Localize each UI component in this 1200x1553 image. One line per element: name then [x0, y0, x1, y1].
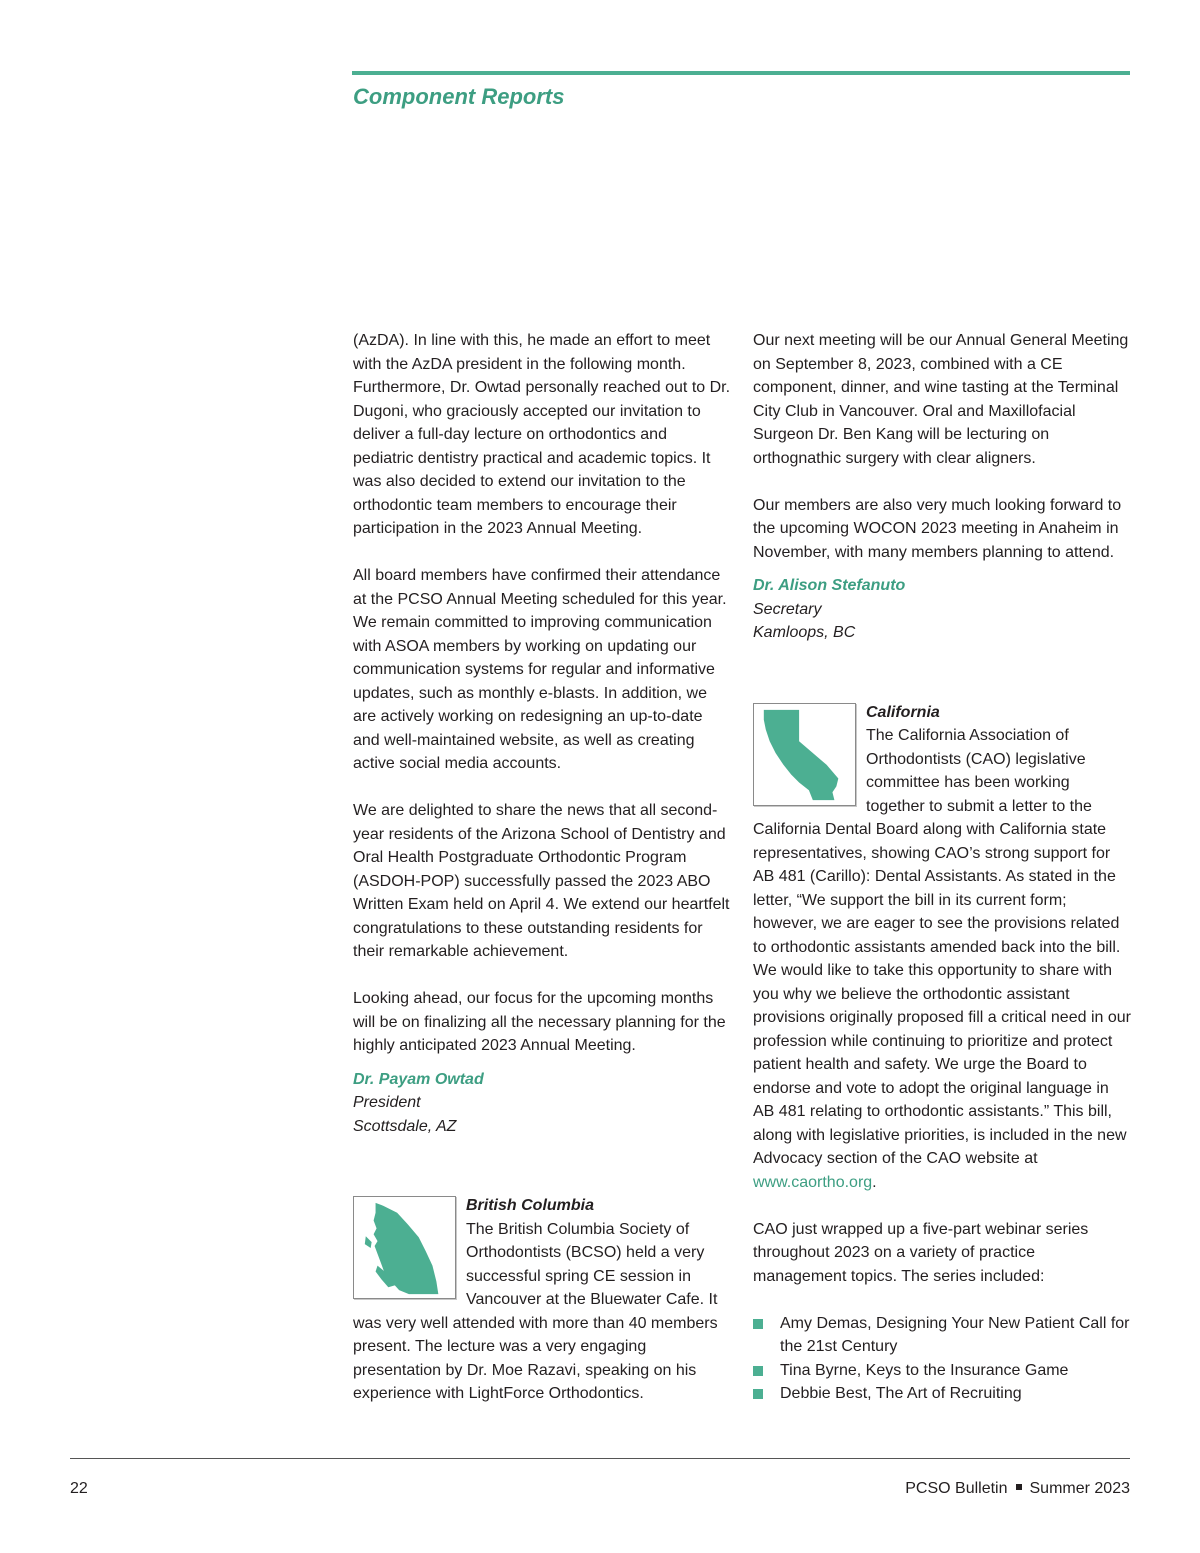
- cao-website-link[interactable]: www.caortho.org: [753, 1173, 873, 1191]
- page-number: 22: [70, 1480, 88, 1497]
- paragraph: We are delighted to share the news that all second-year residents of the Arizona School of Dentistry and Oral Health Postgraduate Orthodontic Program (ASDOH-POP) successfully passed the 2023 ABO Written Exam held on April 4. We extend our heartfelt congratulations to these outstanding residents for their remarkable achievement.: [353, 802, 730, 960]
- section-title: Component Reports: [353, 84, 565, 109]
- signature-name: Dr. Alison Stefanuto: [753, 577, 906, 594]
- british-columbia-map-icon: [353, 1196, 456, 1299]
- california-title: California: [866, 703, 940, 721]
- paragraph: (AzDA). In line with this, he made an effort to meet with the AzDA president in the following month. Furthermore, Dr. Owtad personally reached out to Dr. Dugoni, who graciously accepted our invitation to deliver a full-day lecture on orthodontics and pediatric dentistry practical and academic topics. It was also decided to extend our invitation to the orthodontic team members to encourage their participation in the 2023 Annual Meeting.: [353, 332, 731, 537]
- british-columbia-report: [353, 1194, 731, 1406]
- signature-block: [353, 1068, 731, 1139]
- header-rule: [352, 71, 1130, 75]
- paragraph: All board members have confirmed their attendance at the PCSO Annual Meeting scheduled for this year. We remain committed to improving communication with ASOA members by working on updating our communication systems for regular and informative updates, such as monthly e-blasts. In addition, we are actively working on redesigning an up-to-date and well-maintained website, as well as creating active social media accounts.: [353, 567, 727, 772]
- british-columbia-body: The British Columbia Society of Orthodontists (BCSO) held a very successful spring CE session in Vancouver at the Bluewater Cafe. It was very well attended with more than 40 members present. The lecture was a very engaging presentation by Dr. Moe Razavi, speaking on his experience with LightForce Orthodontics.: [353, 1220, 718, 1402]
- california-body-text: The California Association of Orthodontists (CAO) legislative committee has been working together to submit a letter to the California Dental Board along with California state representatives, showing CAO’s strong support for AB 481 (Carillo): Dental Assistants. As stated in the letter, “We support the bill in its current form; however, we are eager to see the provisions related to orthodontic assistants amended back into the bill. We would like to take this opportunity to share with you why we believe the orthodontic assistant provisions originally proposed fill a critical need in our profession while continuing to prioritize and protect patient health and safety. We urge the Board to endorse and vote to adopt the original language in AB 481 relating to orthodontic assistants.” This bill, along with legislative priorities, is included in the new Advocacy section of the CAO website at: [753, 727, 1131, 1167]
- california-report: [753, 701, 1131, 1406]
- paragraph: Our members are also very much looking forward to the upcoming WOCON 2023 meeting in Anaheim in November, with many members planning to attend.: [753, 496, 1122, 561]
- right-column: [753, 329, 1131, 1406]
- paragraph: Looking ahead, our focus for the upcoming months will be on finalizing all the necessary planning for the highly anticipated 2023 Annual Meeting.: [353, 990, 726, 1054]
- british-columbia-title: British Columbia: [466, 1197, 595, 1214]
- webinar-series-list: [753, 1312, 1131, 1406]
- footer-rule: [70, 1458, 1130, 1459]
- signature-location: Scottsdale, AZ: [353, 1117, 457, 1135]
- separator-square-icon: [1016, 1484, 1022, 1490]
- signature-title: President: [353, 1094, 421, 1111]
- list-item: Debbie Best, The Art of Recruiting: [753, 1382, 1131, 1406]
- footer-publication: [905, 1480, 1130, 1498]
- signature-block: [753, 574, 1131, 645]
- issue-date: Summer 2023: [1029, 1480, 1130, 1497]
- series-intro: CAO just wrapped up a five-part webinar series throughout 2023 on a variety of practice management topics. The series included:: [753, 1220, 1089, 1285]
- square-bullet-icon: [753, 1389, 763, 1399]
- list-item: Amy Demas, Designing Your New Patient Call for the 21st Century: [753, 1312, 1131, 1359]
- signature-location: Kamloops, BC: [753, 624, 856, 641]
- paragraph: Our next meeting will be our Annual General Meeting on September 8, 2023, combined with a CE component, dinner, and wine tasting at the Terminal City Club in Vancouver. Oral and Maxillofacial Surgeon Dr. Ben Kang will be lecturing on orthognathic surgery with clear aligners.: [753, 332, 1129, 467]
- signature-title: Secretary: [753, 600, 822, 618]
- california-body-end: .: [872, 1173, 877, 1191]
- left-column: [353, 329, 731, 1429]
- california-map-icon: [753, 703, 856, 806]
- square-bullet-icon: [753, 1319, 763, 1329]
- signature-name: Dr. Payam Owtad: [353, 1070, 484, 1088]
- list-item: Tina Byrne, Keys to the Insurance Game: [753, 1359, 1131, 1383]
- publication-name: PCSO Bulletin: [905, 1480, 1008, 1497]
- square-bullet-icon: [753, 1366, 763, 1376]
